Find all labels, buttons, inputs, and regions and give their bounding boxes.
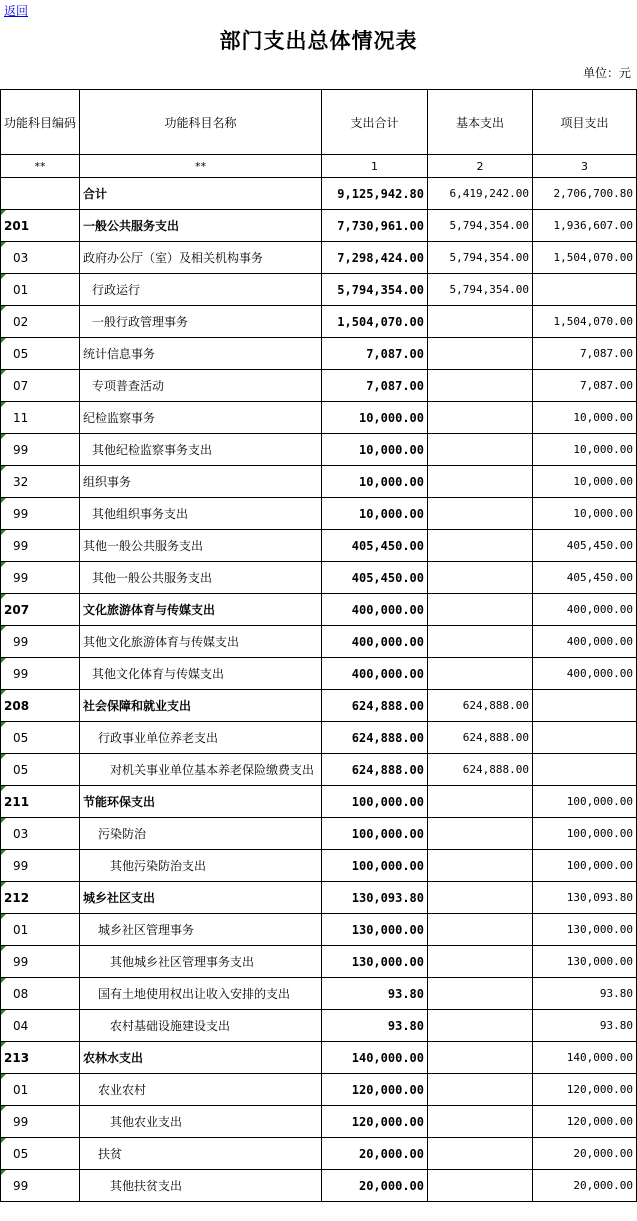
cell-total: 624,888.00 [322, 690, 428, 722]
cell-basic [428, 498, 533, 530]
cell-project: 100,000.00 [533, 786, 637, 818]
cell-name: 国有土地使用权出让收入安排的支出 [80, 978, 322, 1010]
back-link[interactable]: 返回 [4, 4, 29, 18]
cell-basic: 6,419,242.00 [428, 178, 533, 210]
cell-name: 统计信息事务 [80, 338, 322, 370]
cell-total: 7,298,424.00 [322, 242, 428, 274]
cell-name: 对机关事业单位基本养老保险缴费支出 [80, 754, 322, 786]
column-header-basic: 基本支出 [428, 90, 533, 155]
cell-name: 污染防治 [80, 818, 322, 850]
cell-basic: 624,888.00 [428, 690, 533, 722]
table-row [1, 210, 637, 242]
table-row [1, 1074, 637, 1106]
cell-total: 120,000.00 [322, 1106, 428, 1138]
cell-code: 99 [1, 626, 80, 658]
cell-project: 400,000.00 [533, 594, 637, 626]
cell-project: 1,504,070.00 [533, 306, 637, 338]
table-row [1, 1170, 637, 1202]
table-row [1, 434, 637, 466]
cell-basic [428, 818, 533, 850]
column-header-total: 支出合计 [322, 90, 428, 155]
cell-basic [428, 914, 533, 946]
cell-project: 130,000.00 [533, 914, 637, 946]
cell-total: 7,730,961.00 [322, 210, 428, 242]
cell-project [533, 690, 637, 722]
cell-project: 7,087.00 [533, 370, 637, 402]
cell-project: 20,000.00 [533, 1138, 637, 1170]
cell-code: 01 [1, 274, 80, 306]
cell-code: 208 [1, 690, 80, 722]
cell-project: 405,450.00 [533, 562, 637, 594]
cell-code: 211 [1, 786, 80, 818]
cell-project: 1,936,607.00 [533, 210, 637, 242]
cell-name: 城乡社区管理事务 [80, 914, 322, 946]
cell-basic [428, 786, 533, 818]
subheader-name: ** [80, 155, 322, 178]
table-row [1, 274, 637, 306]
cell-name: 社会保障和就业支出 [80, 690, 322, 722]
cell-total: 10,000.00 [322, 434, 428, 466]
cell-code: 05 [1, 722, 80, 754]
cell-name: 其他农业支出 [80, 1106, 322, 1138]
cell-code [1, 178, 80, 210]
cell-total: 400,000.00 [322, 594, 428, 626]
cell-basic: 5,794,354.00 [428, 274, 533, 306]
cell-total: 130,000.00 [322, 946, 428, 978]
cell-code: 03 [1, 818, 80, 850]
table-row [1, 594, 637, 626]
table-row [1, 530, 637, 562]
cell-basic [428, 978, 533, 1010]
cell-total: 120,000.00 [322, 1074, 428, 1106]
cell-basic [428, 530, 533, 562]
cell-total: 7,087.00 [322, 370, 428, 402]
table-row [1, 658, 637, 690]
table-row [1, 306, 637, 338]
column-header-code: 功能科目编码 [1, 90, 80, 155]
cell-total: 100,000.00 [322, 818, 428, 850]
table-row [1, 338, 637, 370]
cell-project: 400,000.00 [533, 626, 637, 658]
cell-name: 组织事务 [80, 466, 322, 498]
expenditure-table [0, 89, 637, 1202]
cell-name: 合计 [80, 178, 322, 210]
cell-total: 400,000.00 [322, 626, 428, 658]
table-row [1, 242, 637, 274]
cell-total: 10,000.00 [322, 466, 428, 498]
cell-code: 99 [1, 850, 80, 882]
table-row [1, 690, 637, 722]
table-row [1, 1042, 637, 1074]
cell-project: 130,093.80 [533, 882, 637, 914]
table-row [1, 1138, 637, 1170]
cell-project: 405,450.00 [533, 530, 637, 562]
cell-code: 99 [1, 498, 80, 530]
cell-basic [428, 434, 533, 466]
cell-name: 农业农村 [80, 1074, 322, 1106]
cell-name: 其他文化体育与传媒支出 [80, 658, 322, 690]
subheader-project: 3 [533, 155, 637, 178]
cell-code: 99 [1, 434, 80, 466]
table-row [1, 1106, 637, 1138]
cell-project [533, 754, 637, 786]
cell-name: 其他文化旅游体育与传媒支出 [80, 626, 322, 658]
cell-project: 10,000.00 [533, 402, 637, 434]
table-row [1, 978, 637, 1010]
cell-total: 130,093.80 [322, 882, 428, 914]
cell-name: 一般公共服务支出 [80, 210, 322, 242]
cell-basic [428, 850, 533, 882]
cell-total: 624,888.00 [322, 722, 428, 754]
cell-code: 99 [1, 1170, 80, 1202]
cell-code: 99 [1, 1106, 80, 1138]
subheader-total: 1 [322, 155, 428, 178]
cell-code: 99 [1, 530, 80, 562]
cell-name: 其他城乡社区管理事务支出 [80, 946, 322, 978]
table-row [1, 914, 637, 946]
cell-name: 农村基础设施建设支出 [80, 1010, 322, 1042]
cell-code: 05 [1, 1138, 80, 1170]
cell-project: 93.80 [533, 1010, 637, 1042]
cell-code: 07 [1, 370, 80, 402]
cell-basic [428, 1170, 533, 1202]
unit-label: 单位：元 [582, 66, 631, 80]
cell-project [533, 274, 637, 306]
cell-code: 99 [1, 562, 80, 594]
cell-total: 405,450.00 [322, 530, 428, 562]
cell-basic [428, 1106, 533, 1138]
cell-name: 行政运行 [80, 274, 322, 306]
cell-code: 99 [1, 658, 80, 690]
cell-name: 其他扶贫支出 [80, 1170, 322, 1202]
cell-project: 140,000.00 [533, 1042, 637, 1074]
cell-total: 93.80 [322, 978, 428, 1010]
cell-basic [428, 466, 533, 498]
cell-total: 400,000.00 [322, 658, 428, 690]
table-row [1, 882, 637, 914]
table-row [1, 786, 637, 818]
cell-code: 04 [1, 1010, 80, 1042]
cell-basic [428, 1074, 533, 1106]
cell-code: 207 [1, 594, 80, 626]
cell-basic [428, 1042, 533, 1074]
cell-basic [428, 338, 533, 370]
cell-basic [428, 1138, 533, 1170]
cell-name: 纪检监察事务 [80, 402, 322, 434]
cell-total: 7,087.00 [322, 338, 428, 370]
cell-name: 其他纪检监察事务支出 [80, 434, 322, 466]
table-row [1, 562, 637, 594]
cell-basic [428, 658, 533, 690]
cell-total: 100,000.00 [322, 786, 428, 818]
cell-code: 05 [1, 754, 80, 786]
table-row [1, 818, 637, 850]
table-row [1, 402, 637, 434]
cell-name: 城乡社区支出 [80, 882, 322, 914]
cell-total: 93.80 [322, 1010, 428, 1042]
cell-project: 130,000.00 [533, 946, 637, 978]
cell-code: 01 [1, 914, 80, 946]
cell-project: 120,000.00 [533, 1106, 637, 1138]
cell-total: 624,888.00 [322, 754, 428, 786]
cell-basic [428, 1010, 533, 1042]
cell-total: 130,000.00 [322, 914, 428, 946]
page-title: 部门支出总体情况表 [219, 28, 418, 53]
cell-name: 节能环保支出 [80, 786, 322, 818]
cell-code: 99 [1, 946, 80, 978]
cell-basic: 5,794,354.00 [428, 242, 533, 274]
cell-basic [428, 402, 533, 434]
cell-name: 其他一般公共服务支出 [80, 530, 322, 562]
cell-name: 其他污染防治支出 [80, 850, 322, 882]
cell-code: 03 [1, 242, 80, 274]
cell-name: 政府办公厅（室）及相关机构事务 [80, 242, 322, 274]
cell-project: 100,000.00 [533, 850, 637, 882]
cell-name: 扶贫 [80, 1138, 322, 1170]
cell-total: 20,000.00 [322, 1170, 428, 1202]
cell-basic [428, 946, 533, 978]
cell-total: 10,000.00 [322, 498, 428, 530]
cell-project: 10,000.00 [533, 498, 637, 530]
cell-basic: 624,888.00 [428, 754, 533, 786]
table-row [1, 1010, 637, 1042]
cell-code: 08 [1, 978, 80, 1010]
cell-project: 100,000.00 [533, 818, 637, 850]
cell-project: 10,000.00 [533, 434, 637, 466]
subheader-basic: 2 [428, 155, 533, 178]
cell-total: 140,000.00 [322, 1042, 428, 1074]
cell-project: 93.80 [533, 978, 637, 1010]
column-header-project: 项目支出 [533, 90, 637, 155]
column-header-name: 功能科目名称 [80, 90, 322, 155]
cell-project: 400,000.00 [533, 658, 637, 690]
table-row [1, 722, 637, 754]
cell-total: 1,504,070.00 [322, 306, 428, 338]
table-row [1, 626, 637, 658]
cell-code: 32 [1, 466, 80, 498]
cell-basic: 5,794,354.00 [428, 210, 533, 242]
cell-total: 10,000.00 [322, 402, 428, 434]
table-subheader-row [1, 155, 637, 178]
cell-total: 20,000.00 [322, 1138, 428, 1170]
table-row [1, 178, 637, 210]
cell-project: 10,000.00 [533, 466, 637, 498]
table-row [1, 370, 637, 402]
cell-basic [428, 626, 533, 658]
cell-basic [428, 882, 533, 914]
cell-code: 11 [1, 402, 80, 434]
cell-code: 01 [1, 1074, 80, 1106]
cell-project: 2,706,700.80 [533, 178, 637, 210]
table-header-row [1, 90, 637, 155]
cell-name: 其他一般公共服务支出 [80, 562, 322, 594]
cell-basic [428, 562, 533, 594]
cell-project: 1,504,070.00 [533, 242, 637, 274]
cell-code: 201 [1, 210, 80, 242]
cell-name: 一般行政管理事务 [80, 306, 322, 338]
cell-name: 农林水支出 [80, 1042, 322, 1074]
table-row [1, 850, 637, 882]
table-row [1, 498, 637, 530]
cell-project: 120,000.00 [533, 1074, 637, 1106]
cell-name: 文化旅游体育与传媒支出 [80, 594, 322, 626]
cell-project: 7,087.00 [533, 338, 637, 370]
cell-basic [428, 594, 533, 626]
cell-basic [428, 370, 533, 402]
cell-code: 213 [1, 1042, 80, 1074]
cell-basic [428, 306, 533, 338]
table-row [1, 946, 637, 978]
table-row [1, 754, 637, 786]
cell-name: 其他组织事务支出 [80, 498, 322, 530]
cell-code: 05 [1, 338, 80, 370]
cell-total: 9,125,942.80 [322, 178, 428, 210]
cell-project: 20,000.00 [533, 1170, 637, 1202]
cell-code: 212 [1, 882, 80, 914]
cell-total: 100,000.00 [322, 850, 428, 882]
cell-basic: 624,888.00 [428, 722, 533, 754]
cell-total: 5,794,354.00 [322, 274, 428, 306]
cell-project [533, 722, 637, 754]
table-row [1, 466, 637, 498]
cell-total: 405,450.00 [322, 562, 428, 594]
cell-name: 行政事业单位养老支出 [80, 722, 322, 754]
cell-code: 02 [1, 306, 80, 338]
cell-name: 专项普查活动 [80, 370, 322, 402]
subheader-code: ** [1, 155, 80, 178]
